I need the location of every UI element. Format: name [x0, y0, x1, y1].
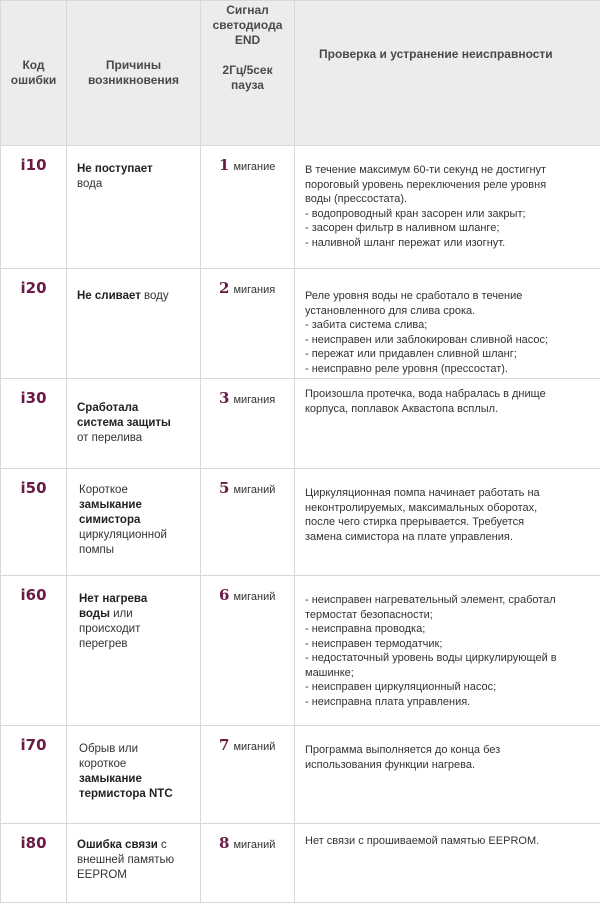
cause-detail: вода — [77, 178, 102, 190]
blink-count: 1 — [219, 156, 229, 174]
cause-prefix: Короткое — [79, 484, 128, 496]
blink-label: мигание — [233, 161, 275, 173]
fix-description: Нет связи с прошиваемой памятью EEPROM. — [295, 824, 600, 903]
error-cause — [67, 146, 201, 269]
cause-detail: воду — [141, 290, 169, 302]
led-signal — [201, 146, 295, 269]
led-signal — [201, 469, 295, 576]
error-code: i70 — [1, 726, 67, 824]
error-code: i20 — [1, 269, 67, 379]
error-cause — [67, 824, 201, 903]
error-code: i60 — [1, 576, 67, 726]
table-header-row — [1, 1, 600, 146]
cause-keyword: замыкание термистора NTC — [79, 773, 173, 800]
error-cause — [67, 269, 201, 379]
error-code: i30 — [1, 379, 67, 469]
table-row — [1, 269, 600, 379]
fix-description: - неисправен нагревательный элемент, сработал термостат безопасности; - неисправна проводка; - неисправен термодатчик; - недостаточный уровень воды циркулирующей в машинке; - неисправен циркуляционный насос; - неисправна плата управления. — [295, 576, 600, 726]
led-signal — [201, 726, 295, 824]
fix-description: Произошла протечка, вода набралась в днище корпуса, поплавок Аквастопа всплыл. — [295, 379, 600, 469]
table-row — [1, 469, 600, 576]
fix-description: В течение максимум 60-ти секунд не достигнут пороговый уровень переключения реле уровня воды (прессостата). - водопроводный кран засорен или закрыт; - засорен фильтр в наливном шланге; - наливной шланг пережат или изогнут. — [295, 146, 600, 269]
header-cause: Причины возникновения — [67, 1, 201, 146]
blink-label: миганий — [233, 839, 275, 851]
led-signal — [201, 824, 295, 903]
header-signal: Сигнал светодиода END 2Гц/5сек пауза — [201, 1, 295, 146]
blink-count: 3 — [219, 389, 229, 407]
error-code: i80 — [1, 824, 67, 903]
blink-count: 7 — [219, 736, 229, 754]
cause-keyword: Нет нагрева воды — [79, 593, 147, 620]
blink-label: миганий — [233, 741, 275, 753]
blink-label: миганий — [233, 591, 275, 603]
cause-keyword: Не сливает — [77, 290, 141, 302]
error-cause — [67, 469, 201, 576]
led-signal — [201, 269, 295, 379]
error-code: i50 — [1, 469, 67, 576]
error-cause — [67, 379, 201, 469]
table-row — [1, 726, 600, 824]
header-fix: Проверка и устранение неисправности — [295, 1, 600, 146]
fix-description: Циркуляционная помпа начинает работать на неконтролируемых, максимальных оборотах, после чего стирка прерывается. Требуется замена симистора на плате управления. — [295, 469, 600, 576]
blink-count: 6 — [219, 586, 229, 604]
fix-description: Программа выполняется до конца без использования функции нагрева. — [295, 726, 600, 824]
cause-keyword: Не поступает — [77, 163, 153, 175]
error-cause — [67, 576, 201, 726]
cause-detail: от перелива — [77, 432, 142, 444]
cause-detail: с внешней памятью EEPROM — [77, 839, 174, 881]
blink-label: мигания — [233, 394, 275, 406]
table-row — [1, 379, 600, 469]
cause-keyword: Ошибка связи — [77, 839, 158, 851]
table-row — [1, 146, 600, 269]
error-code: i10 — [1, 146, 67, 269]
cause-detail: циркуляционной помпы — [79, 529, 167, 556]
blink-label: мигания — [233, 284, 275, 296]
table-row — [1, 824, 600, 903]
blink-count: 2 — [219, 279, 229, 297]
led-signal — [201, 379, 295, 469]
cause-detail: или происходит перегрев — [79, 608, 140, 650]
error-cause — [67, 726, 201, 824]
header-code: Код ошибки — [1, 1, 67, 146]
blink-count: 5 — [219, 479, 229, 497]
cause-prefix: Обрыв или короткое — [79, 743, 138, 770]
cause-keyword: замыкание симистора — [79, 499, 142, 526]
blink-count: 8 — [219, 834, 229, 852]
table-row — [1, 576, 600, 726]
blink-label: миганий — [233, 484, 275, 496]
fix-description: Реле уровня воды не сработало в течение установленного для слива срока. - забита система слива; - неисправен или заблокирован сливной насос; - пережат или придавлен сливной шланг; - неисправно реле уровня (прессостат). — [295, 269, 600, 379]
cause-keyword: Сработала система защиты — [77, 402, 171, 429]
led-signal — [201, 576, 295, 726]
